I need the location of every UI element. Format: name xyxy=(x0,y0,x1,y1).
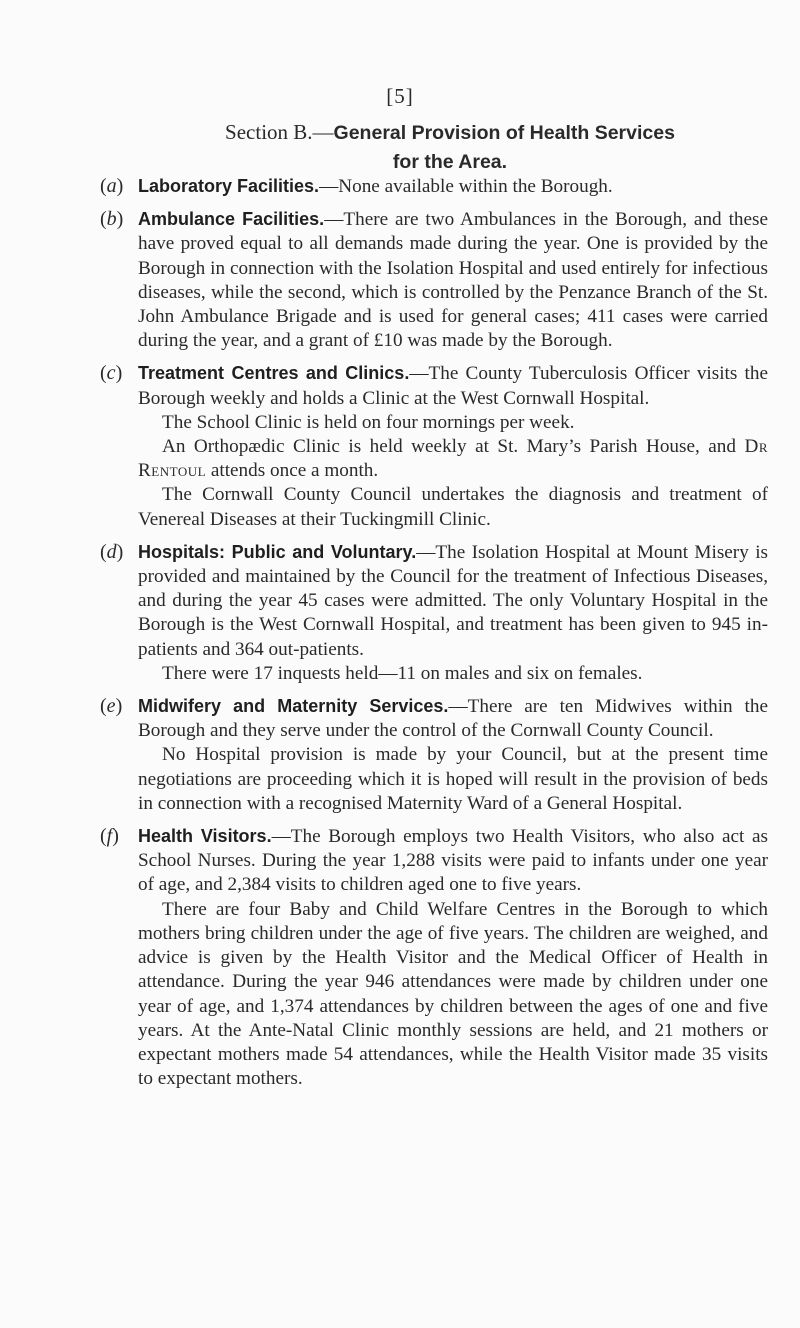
section-body xyxy=(138,824,768,1091)
paragraph: The School Clinic is held on four mornings per week. xyxy=(162,411,575,433)
heading-line-2 xyxy=(130,147,770,176)
paragraph xyxy=(138,824,768,898)
paragraph xyxy=(138,361,768,410)
section-e xyxy=(0,694,800,816)
paragraph: The Cornwall County Council undertakes the diagnosis and treatment of Venereal Diseases at their Tuckingmill Clinic. xyxy=(138,484,768,530)
heading-title: General Provision of Health Services xyxy=(333,122,675,144)
section-marker: (a) xyxy=(100,175,124,197)
section-title: Ambulance Facilities. xyxy=(138,209,325,230)
section-body xyxy=(138,174,768,199)
paragraph xyxy=(138,694,768,743)
paragraph: There are four Baby and Child Welfare Centres in the Borough to which mothers bring children under the age of five years. The children are weighed, and advice is given by the Health Visitor and the Medical Officer of Health in attendance. During the year 946 attendances were made by children under one year of age, and 1,374 attendances by children between the ages of one and five years. At the Ante-Natal Clinic monthly sessions are held, and 21 mothers or expectant mothers made 54 attendances, while the Health Visitor made 35 visits to expectant mothers. xyxy=(138,898,768,1090)
section-text: —The County Tuberculosis Officer visits the Borough weekly and holds a Clinic at the West Cornwall Hospital. xyxy=(138,363,768,409)
heading-line-1 xyxy=(130,118,770,147)
section-text: —There are two Ambulances in the Borough, and these have proved equal to all demands made during the year. One is provided by the Borough in connection with the Isolation Hospital and used entirely for infectious diseases, while the second, which is controlled by the Penzance Branch of the St. John Ambulance Brigade and is used for general cases; 411 cases were carried during the year, and a grant of £10 was made by the Borough. xyxy=(138,209,768,352)
section-b xyxy=(0,207,800,353)
section-d xyxy=(0,540,800,686)
paragraph xyxy=(138,207,768,353)
section-title: Health Visitors. xyxy=(138,826,272,847)
paragraph: There were 17 inquests held—11 on males and six on females. xyxy=(162,662,643,684)
paragraph xyxy=(138,540,768,662)
section-body xyxy=(138,207,768,353)
heading-lead: Section B.— xyxy=(225,120,334,144)
doctor-name: Dr Rentoul xyxy=(138,436,768,482)
page-number: [5] xyxy=(386,84,414,108)
section-title: Treatment Centres and Clinics. xyxy=(138,363,410,384)
section-marker: (d) xyxy=(100,540,124,563)
section-text: —The Borough employs two Health Visitors, who also act as School Nurses. During the year 1,288 visits were paid to infants under one year of age, and 2,384 visits to children aged one to five years. xyxy=(138,826,768,896)
section-heading xyxy=(130,118,770,176)
paragraph: An Orthopædic Clinic is held weekly at St. Mary’s Parish House, and Dr Rentoul attends once a month. xyxy=(138,436,768,482)
section-title: Laboratory Facilities. xyxy=(138,176,320,196)
section-text: —The Isolation Hospital at Mount Misery is provided and maintained by the Council for the treatment of Infectious Diseases, and during the year 45 cases were admitted. The only Voluntary Hospital in the Borough is the West Cornwall Hospital, and treatment has been given to 945 in-patients and 364 out-patients. xyxy=(138,541,768,660)
paragraph: No Hospital provision is made by your Council, but at the present time negotiations are proceeding which it is hoped will result in the provision of beds in connection with a recognised Maternity Ward of a General Hospital. xyxy=(138,744,768,814)
section-body xyxy=(138,361,768,531)
section-body xyxy=(138,540,768,686)
section-text: —None available within the Borough. xyxy=(319,176,613,197)
section-marker: (b) xyxy=(100,208,124,231)
heading-subtitle: for the Area. xyxy=(392,151,508,173)
sections-list xyxy=(0,174,800,1099)
section-marker: (c) xyxy=(100,362,123,385)
section-title: Midwifery and Maternity Services. xyxy=(138,696,449,717)
section-marker: (e) xyxy=(100,695,123,718)
section-a xyxy=(0,174,800,199)
section-f xyxy=(0,824,800,1091)
paragraph xyxy=(138,174,768,199)
section-marker: (f) xyxy=(100,825,119,848)
section-body xyxy=(138,694,768,816)
section-title: Hospitals: Public and Voluntary. xyxy=(138,541,417,562)
section-c xyxy=(0,361,800,531)
section-text: —There are ten Midwives within the Borough and they serve under the control of the Cornwall County Council. xyxy=(138,696,768,742)
